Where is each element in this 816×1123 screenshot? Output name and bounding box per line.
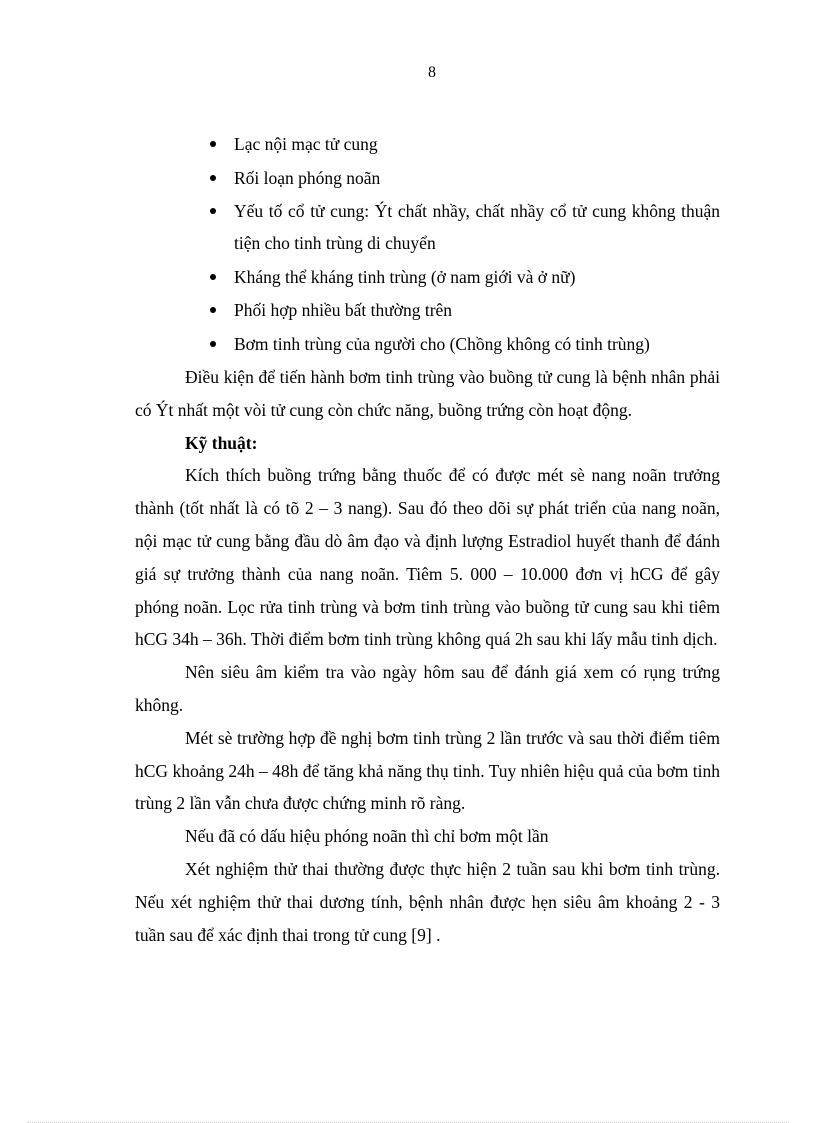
list-item [210, 294, 720, 326]
list-item-text: Yếu tố cổ tử cung: Ýt chất nhầy, chất nhầy cổ tử cung không thuận tiện cho tinh trùng di chuyển [234, 201, 720, 253]
ultrasound-paragraph: Nên siêu âm kiểm tra vào ngày hôm sau để đánh giá xem có rụng trứng không. [135, 662, 720, 715]
bullet-icon [210, 274, 216, 280]
page-number: 8 [428, 64, 436, 81]
list-item [210, 328, 720, 360]
list-item [210, 195, 720, 259]
list-item-text: Bơm tinh trùng của người cho (Chồng không có tinh trùng) [234, 333, 650, 354]
pregnancy-test-paragraph: Xét nghiệm thử thai thường được thực hiện 2 tuần sau khi bơm tinh trùng. Nếu xét nghiệm thử thai dương tính, bệnh nhân được hẹn siêu âm khoảng 2 - 3 tuần sau để xác định thai trong tử cung [9] . [135, 858, 720, 945]
stimulation-paragraph: Kích thích buồng trứng bằng thuốc để có được mét sè nang noãn trưởng thành (tốt nhất là có tõ 2 – 3 nang). Sau đó theo dõi sự phát triển của nang noãn, nội mạc tử cung bằng đầu dò âm đạo và định lượng Estradiol huyết thanh để đánh giá sự trưởng thành của nang noãn. Tiêm 5. 000 – 10.000 đơn vị hCG để gây phóng noãn. Lọc rửa tinh trùng và bơm tinh trùng vào buồng tử cung sau khi tiêm hCG 34h – 36h. Thời điểm bơm tinh trùng không quá 2h sau khi lấy mẫu tinh dịch. [135, 465, 720, 650]
list-item-text: Lạc nội mạc tử cung [234, 134, 378, 154]
list-item-text: Kháng thể kháng tinh trùng (ở nam giới và ở nữ) [234, 266, 576, 287]
bullet-icon [210, 175, 216, 181]
list-item [210, 261, 720, 293]
body-text [135, 361, 720, 951]
bullet-icon [210, 341, 216, 347]
condition-paragraph: Điều kiện để tiến hành bơm tinh trùng vào buồng tử cung là bệnh nhân phải có Ýt nhất một vòi tử cung còn chức năng, buồng trứng còn hoạt động. [135, 367, 720, 420]
technique-heading: Kỹ thuật: [185, 432, 258, 453]
indication-list [210, 128, 720, 361]
single-pump-paragraph: Nếu đã có dấu hiệu phóng noãn thì chỉ bơm một lần [185, 826, 549, 847]
list-item [210, 162, 720, 194]
bullet-icon [210, 307, 216, 313]
bullet-icon [210, 141, 216, 147]
bullet-icon [210, 208, 216, 214]
list-item [210, 128, 720, 160]
double-insemination-paragraph: Mét sè trường hợp đề nghị bơm tinh trùng 2 lần trước và sau thời điểm tiêm hCG khoảng 24h – 48h để tăng khả năng thụ tinh. Tuy nhiên hiệu quả của bơm tinh trùng 2 lần vẫn chưa được chứng minh rõ ràng. [135, 727, 720, 814]
list-item-text: Phối hợp nhiều bất thường trên [234, 300, 453, 320]
list-item-text: Rối loạn phóng noãn [234, 167, 381, 188]
